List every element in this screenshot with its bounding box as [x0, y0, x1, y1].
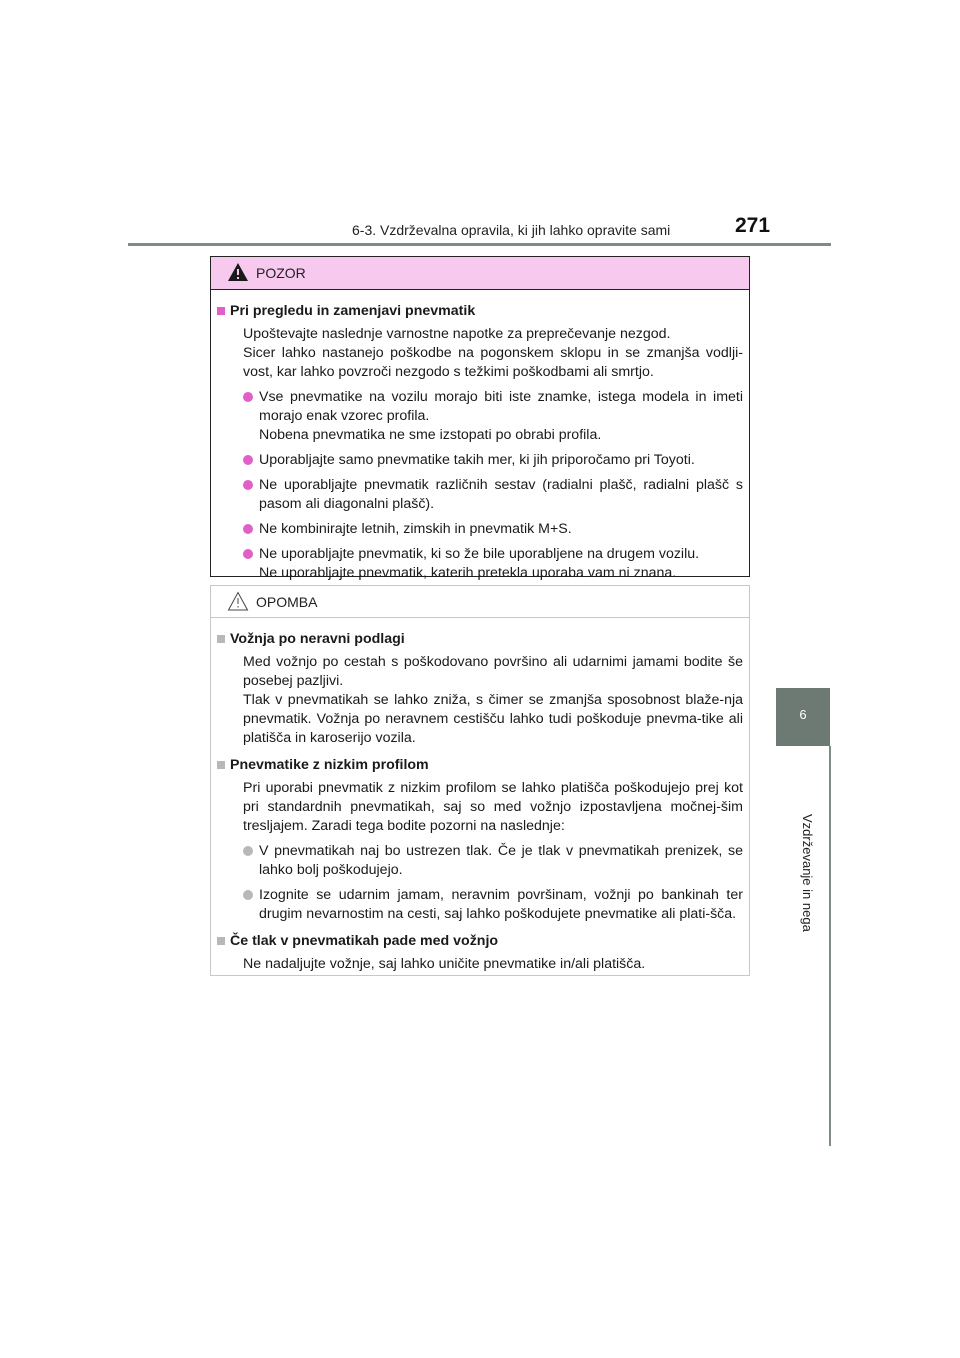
- section-square-marker-icon: [217, 937, 225, 945]
- section-paragraph: [243, 653, 743, 748]
- notice-label: OPOMBA: [256, 594, 318, 610]
- section-paragraph: [243, 955, 743, 974]
- bullet-item: [243, 520, 743, 539]
- bullet-line: Vse pnevmatike na vozilu morajo biti iste znamke, istega modela in imeti morajo enak vzorec profila.: [259, 389, 743, 424]
- bullet-text: [259, 451, 695, 470]
- notice-body: [211, 618, 749, 974]
- paragraph-line: Ne nadaljujte vožnje, saj lahko uničite pnevmatike in/ali platišča.: [243, 956, 646, 972]
- bullet-line: Uporabljajte samo pnevmatike takih mer, ki jih priporočamo pri Toyoti.: [259, 452, 695, 468]
- bullet-item: [243, 476, 743, 514]
- section-title-text: Pnevmatike z nizkim profilom: [230, 757, 429, 773]
- paragraph-line: Tlak v pnevmatikah se lahko zniža, s čimer se zmanjša sposobnost blaže-nja pnevmatik. Vožnja po neravnem cestišču lahko tudi poškoduje pnevma-tike ali platišča in karoserijo vozila.: [243, 692, 743, 746]
- section-title-text: Vožnja po neravni podlagi: [230, 631, 405, 647]
- bullet-item: [243, 842, 743, 880]
- section-title: [217, 630, 743, 649]
- bullet-item: [243, 388, 743, 445]
- notice-section: [217, 756, 743, 924]
- bullet-text: [259, 886, 743, 924]
- notice-box: [210, 585, 750, 976]
- caution-box: [210, 256, 750, 581]
- section-paragraph: [243, 779, 743, 836]
- section-square-marker-icon: [217, 307, 225, 315]
- chapter-tab: [776, 688, 830, 746]
- bullet-line: Ne uporabljajte pnevmatik, ki so že bile uporabljene na drugem vozilu.: [259, 546, 700, 562]
- chapter-label: Vzdrževanje in nega: [800, 814, 815, 932]
- side-divider: [829, 746, 831, 1146]
- section-paragraph: [243, 325, 743, 382]
- section-title: [217, 302, 743, 321]
- bullet-dot-icon: [243, 846, 253, 856]
- bullet-dot-icon: [243, 480, 253, 490]
- caution-section: [217, 302, 743, 583]
- bullet-dot-icon: [243, 890, 253, 900]
- chapter-number: 6: [799, 707, 807, 722]
- bullet-dot-icon: [243, 392, 253, 402]
- section-title-text: Pri pregledu in zamenjavi pnevmatik: [230, 303, 476, 319]
- bullet-dot-icon: [243, 549, 253, 559]
- notice-header: [211, 586, 749, 618]
- page-number: 271: [735, 214, 771, 237]
- bullet-text: [259, 476, 743, 514]
- paragraph-line: Pri uporabi pnevmatik z nizkim profilom se lahko platišča poškodujejo prej kot pri standardnih pnevmatikah, saj so med vožnjo izpostavljena močnej-šim tresljajem. Zaradi tega bodite pozorni na naslednje:: [243, 780, 743, 834]
- bullet-line: Izognite se udarnim jamam, neravnim površinam, vožnji po bankinah ter drugim nevarnostim na cesti, saj lahko poškodujete pnevmatike ali plati-šča.: [259, 887, 743, 922]
- caution-header: [211, 257, 749, 290]
- bullet-text: [259, 388, 743, 445]
- header-divider: [128, 243, 831, 246]
- warning-triangle-icon: [227, 262, 249, 287]
- bullet-text: [259, 545, 699, 583]
- bullet-line: Nobena pnevmatika ne sme izstopati po obrabi profila.: [259, 427, 602, 443]
- bullet-item: [243, 886, 743, 924]
- caution-label: POZOR: [256, 265, 306, 281]
- caution-body: [211, 290, 749, 583]
- bullet-line: V pnevmatikah naj bo ustrezen tlak. Če je tlak v pnevmatikah prenizek, se lahko bolj poškodujejo.: [259, 843, 743, 878]
- paragraph-line: Sicer lahko nastanejo poškodbe na pogonskem sklopu in se zmanjša vodlji-vost, kar lahko povzroči nezgodo s težkimi poškodbami ali smrtjo.: [243, 345, 743, 380]
- bullet-text: [259, 842, 743, 880]
- section-title: [217, 756, 743, 775]
- section-square-marker-icon: [217, 761, 225, 769]
- notice-section: [217, 932, 743, 974]
- bullet-line: Ne uporabljajte pnevmatik različnih sestav (radialni plašč, radialni plašč s pasom ali diagonalni plašč).: [259, 477, 743, 512]
- bullet-dot-icon: [243, 455, 253, 465]
- bullet-line: Ne uporabljajte pnevmatik, katerih pretekla uporaba vam ni znana.: [259, 565, 677, 581]
- bullet-item: [243, 545, 743, 583]
- notice-section: [217, 630, 743, 748]
- notice-triangle-icon: [227, 591, 249, 616]
- bullet-line: Ne kombinirajte letnih, zimskih in pnevmatik M+S.: [259, 521, 572, 537]
- section-title: [217, 932, 743, 951]
- paragraph-line: Upoštevajte naslednje varnostne napotke za preprečevanje nezgod.: [243, 326, 671, 342]
- bullet-dot-icon: [243, 524, 253, 534]
- section-square-marker-icon: [217, 635, 225, 643]
- bullet-item: [243, 451, 743, 470]
- header-title: 6-3. Vzdrževalna opravila, ki jih lahko opravite sami: [352, 222, 671, 238]
- section-title-text: Če tlak v pnevmatikah pade med vožnjo: [230, 933, 499, 949]
- paragraph-line: Med vožnjo po cestah s poškodovano površino ali udarnimi jamami bodite še posebej pazljivi.: [243, 654, 743, 689]
- bullet-text: [259, 520, 572, 539]
